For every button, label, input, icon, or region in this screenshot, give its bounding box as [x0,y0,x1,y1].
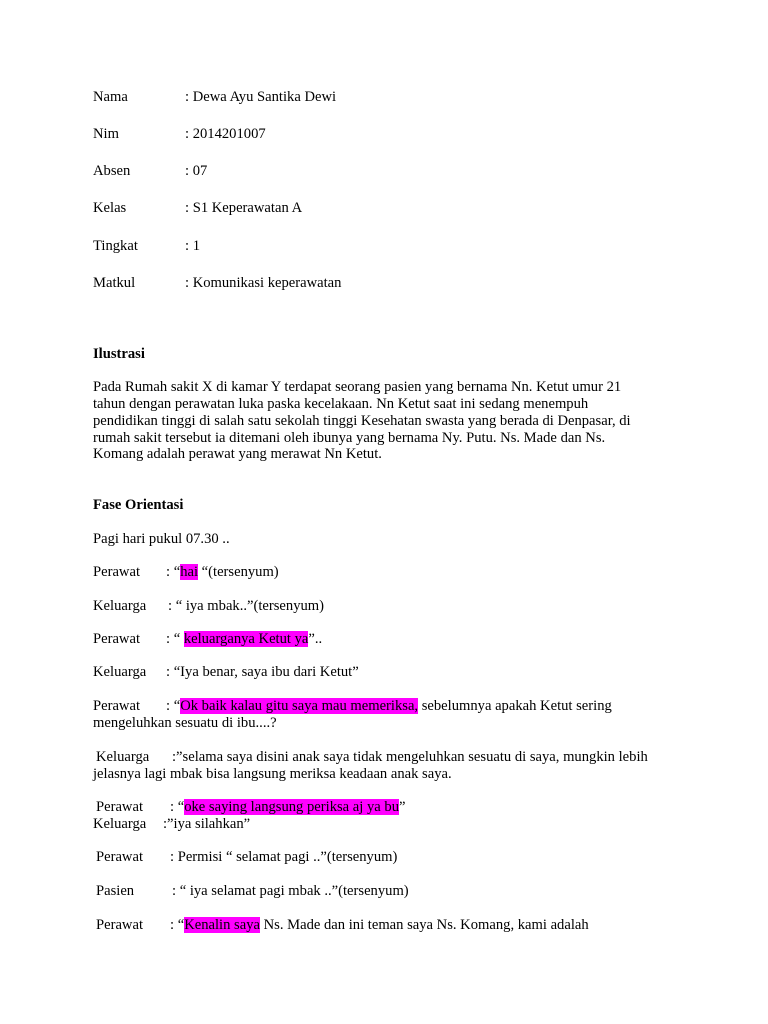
highlighted-text: oke saying langsung periksa aj ya bu [184,799,399,815]
dialogue-text: ” [399,799,406,815]
speaker-perawat: Perawat [93,631,141,647]
value-absen: : 07 [185,163,208,179]
dialogue-line [166,564,279,581]
dialogue-line [166,631,322,648]
dialogue-text: : “ iya selamat pagi mbak ..”(tersenyum) [172,883,409,899]
dialogue-text: : “ [170,917,185,933]
dialogue-text: : “ [166,564,181,580]
label-nim: Nim [93,126,119,142]
dialogue-line [166,698,612,715]
dialogue-text: “(tersenyum) [198,564,279,580]
value-tingkat: : 1 [185,238,200,254]
dialogue-text: : “ [170,799,185,815]
fase-heading: Fase Orientasi [93,497,184,513]
label-nama: Nama [93,89,128,105]
value-nim: : 2014201007 [185,126,266,142]
ilustrasi-line: pendidikan tinggi di salah satu sekolah tinggi Kesehatan swasta yang berada di Denpasar, di [93,413,631,429]
highlighted-text: Ok baik kalau gitu saya mau memeriksa, [180,698,419,714]
value-nama: : Dewa Ayu Santika Dewi [185,89,337,105]
speaker-perawat: Perawat [96,917,144,933]
highlighted-text: Kenalin saya [184,917,260,933]
speaker-perawat: Perawat [93,564,141,580]
speaker-keluarga: Keluarga [93,664,147,680]
dialogue-text: mengeluhkan sesuatu di ibu....? [93,715,277,731]
label-absen: Absen [93,163,131,179]
speaker-perawat: Perawat [96,799,144,815]
speaker-keluarga: Keluarga [93,598,147,614]
dialogue-line [170,799,405,816]
dialogue-text: :”selama saya disini anak saya tidak mengeluhkan sesuatu di saya, mungkin lebih [172,749,648,765]
ilustrasi-line: rumah sakit tersebut ia ditemani oleh ibunya yang bernama Ny. Putu. Ns. Made dan Ns. [93,430,606,446]
dialogue-line [170,917,589,934]
speaker-perawat: Perawat [93,698,141,714]
dialogue-text: : “Iya benar, saya ibu dari Ketut” [166,664,359,680]
dialogue-text: : “ [166,631,184,647]
label-matkul: Matkul [93,275,136,291]
ilustrasi-line: tahun dengan perawatan luka paska kecelakaan. Nn Ketut saat ini sedang menempuh [93,396,589,412]
ilustrasi-line: Pada Rumah sakit X di kamar Y terdapat seorang pasien yang bernama Nn. Ketut umur 21 [93,379,622,395]
speaker-keluarga: Keluarga [93,816,147,832]
dialogue-text: ”.. [308,631,323,647]
ilustrasi-line: Komang adalah perawat yang merawat Nn Ketut. [93,446,382,462]
value-matkul: : Komunikasi keperawatan [185,275,342,291]
label-tingkat: Tingkat [93,238,138,254]
value-kelas: : S1 Keperawatan A [185,200,303,216]
ilustrasi-heading: Ilustrasi [93,346,145,362]
dialogue-text: : “ iya mbak..”(tersenyum) [168,598,325,614]
dialogue-text: jelasnya lagi mbak bisa langsung meriksa keadaan anak saya. [93,766,452,782]
fase-time: Pagi hari pukul 07.30 .. [93,531,230,547]
dialogue-text: :”iya silahkan” [163,816,251,832]
speaker-pasien: Pasien [96,883,135,899]
highlighted-text: keluarganya Ketut ya [183,631,309,647]
highlighted-text: hai [180,564,199,580]
dialogue-text: Ns. Made dan ini teman saya Ns. Komang, kami adalah [259,917,589,933]
dialogue-text: sebelumnya apakah Ketut sering [418,698,612,714]
speaker-keluarga: Keluarga [96,749,150,765]
dialogue-text: : “ [166,698,181,714]
speaker-perawat: Perawat [96,849,144,865]
dialogue-text: : Permisi “ selamat pagi ..”(tersenyum) [170,849,398,865]
label-kelas: Kelas [93,200,127,216]
